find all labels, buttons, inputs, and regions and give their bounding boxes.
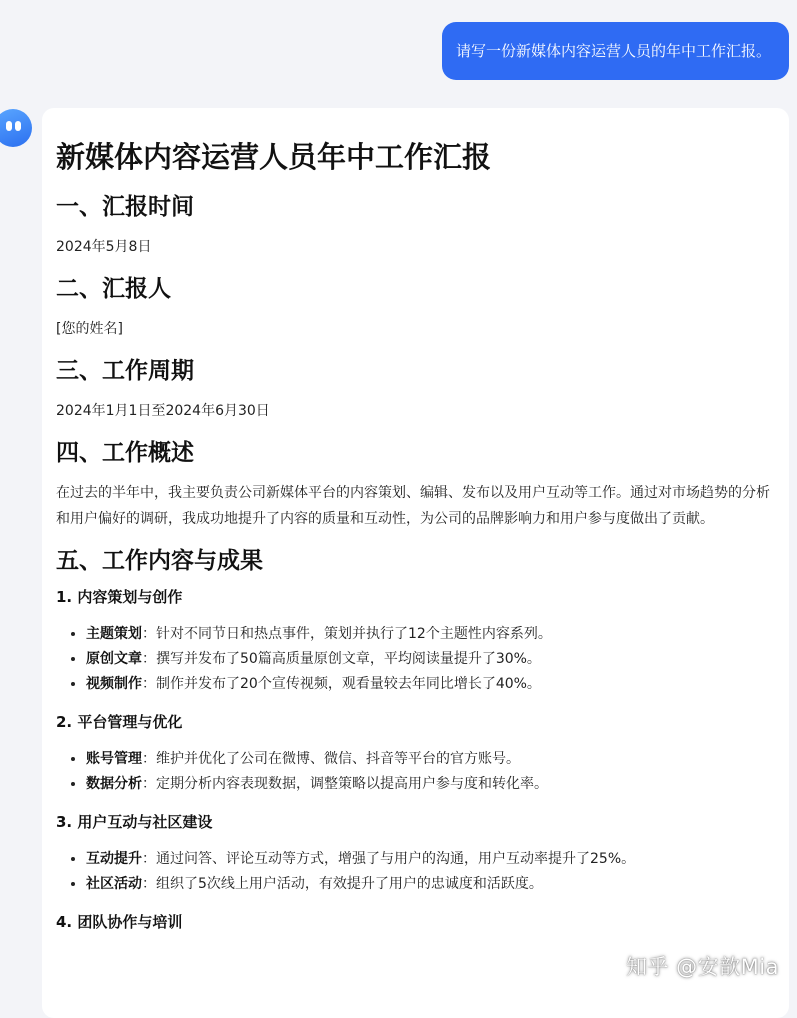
list-item [86, 772, 778, 797]
item-label: 主题策划 [86, 626, 142, 642]
list-item [86, 672, 778, 697]
bullet-list [56, 847, 778, 897]
report-content [56, 136, 778, 933]
item-text: ：针对不同节日和热点事件，策划并执行了12个主题性内容系列。 [142, 626, 552, 642]
list-item [86, 747, 778, 772]
item-text: ：撰写并发布了50篇高质量原创文章，平均阅读量提升了30%。 [142, 651, 541, 667]
user-message-bubble: 请写一份新媒体内容运营人员的年中工作汇报。 [442, 22, 789, 80]
item-label: 数据分析 [86, 776, 142, 792]
item-text: ：定期分析内容表现数据，调整策略以提高用户参与度和转化率。 [142, 776, 548, 792]
item-label: 原创文章 [86, 651, 142, 667]
report-date: 2024年5月8日 [56, 239, 152, 255]
section-heading: 一、汇报时间 [56, 194, 194, 220]
reporter-name: [您的姓名] [56, 321, 123, 337]
avatar-eye-left [6, 121, 12, 131]
item-label: 视频制作 [86, 676, 142, 692]
watermark: 知乎 @安歆Mia [626, 955, 779, 979]
work-overview: 在过去的半年中，我主要负责公司新媒体平台的内容策划、编辑、发布以及用户互动等工作。通过对市场趋势的分析和用户偏好的调研，我成功地提升了内容的质量和互动性，为公司的品牌影响力和用户参与度做出了贡献。 [56, 485, 770, 527]
subsection-heading: 4. 团队协作与培训 [56, 913, 183, 931]
item-label: 账号管理 [86, 751, 142, 767]
item-text: ：组织了5次线上用户活动，有效提升了用户的忠诚度和活跃度。 [142, 876, 543, 892]
report-title: 新媒体内容运营人员年中工作汇报 [56, 140, 492, 174]
bullet-list [56, 747, 778, 797]
assistant-avatar-icon [0, 109, 32, 147]
avatar-eye-right [15, 121, 21, 131]
subsection-heading: 1. 内容策划与创作 [56, 588, 183, 606]
item-label: 互动提升 [86, 851, 142, 867]
section-heading: 五、工作内容与成果 [56, 548, 263, 574]
item-text: ：通过问答、评论互动等方式，增强了与用户的沟通，用户互动率提升了25%。 [142, 851, 636, 867]
list-item [86, 847, 778, 872]
section-heading: 二、汇报人 [56, 276, 171, 302]
item-text: ：制作并发布了20个宣传视频，观看量较去年同比增长了40%。 [142, 676, 541, 692]
subsection-heading: 2. 平台管理与优化 [56, 713, 183, 731]
item-text: ：维护并优化了公司在微博、微信、抖音等平台的官方账号。 [142, 751, 520, 767]
section-heading: 三、工作周期 [56, 358, 194, 384]
work-period: 2024年1月1日至2024年6月30日 [56, 403, 270, 419]
bullet-list [56, 622, 778, 697]
subsection-heading: 3. 用户互动与社区建设 [56, 813, 213, 831]
list-item [86, 622, 778, 647]
item-label: 社区活动 [86, 876, 142, 892]
list-item [86, 872, 778, 897]
list-item [86, 647, 778, 672]
section-heading: 四、工作概述 [56, 440, 194, 466]
